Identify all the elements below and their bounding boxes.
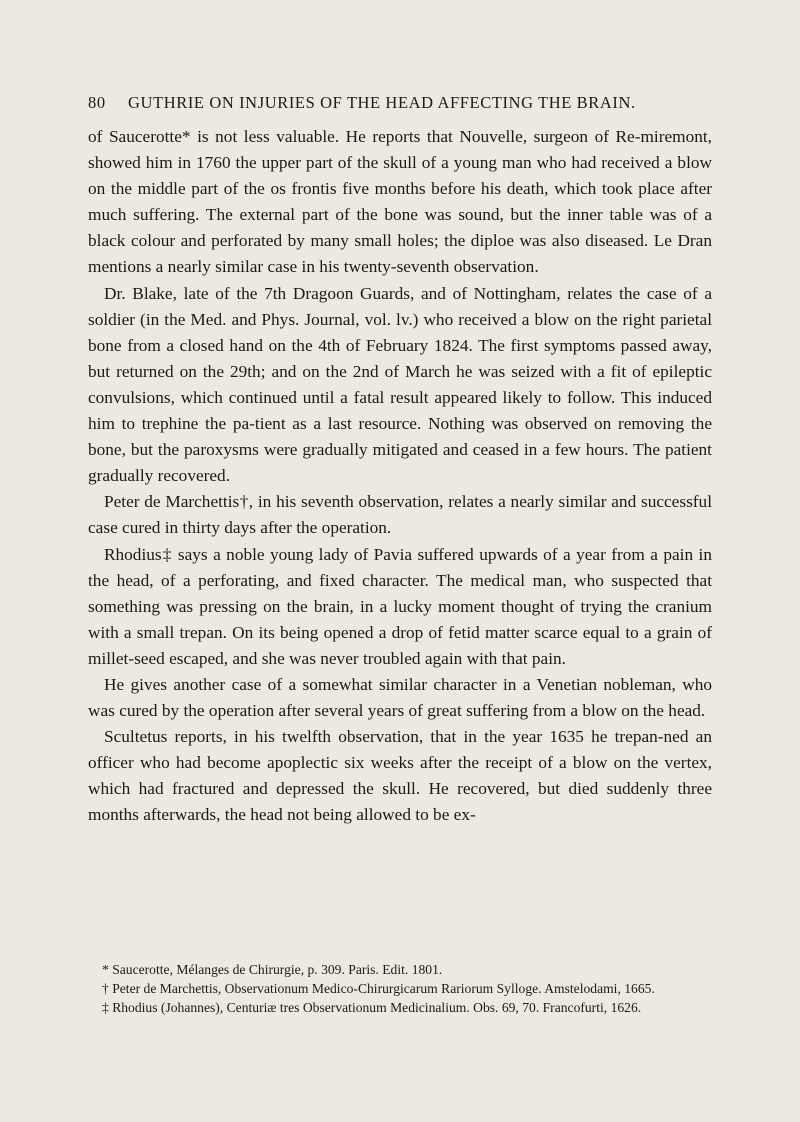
footnote: ‡ Rhodius (Johannes), Centuriæ tres Observationum Medicinalium. Obs. 69, 70. Francofurti, 1626. <box>102 1000 642 1015</box>
footnote: † Peter de Marchettis, Observationum Medico-Chirurgicarum Rariorum Sylloge. Amstelodami, 1665. <box>102 981 655 996</box>
paragraph-continued: of Saucerotte* is not less valuable. He reports that Nouvelle, surgeon of Re-miremont, showed him in 1760 the upper part of the skull of a young man who had received a blow on the middle part of the os frontis five months before his death, which took place after much suffering. The external part of the bone was sound, but the inner table was of a black colour and perforated by many small holes; the diploe was also diseased. Le Dran mentions a nearly similar case in his twenty-seventh observation. <box>88 127 712 277</box>
body-text <box>88 124 712 829</box>
paragraph: Peter de Marchettis†, in his seventh observation, relates a nearly similar and successful case cured in thirty days after the operation. <box>88 492 712 538</box>
running-header <box>88 93 708 113</box>
footnote: * Saucerotte, Mélanges de Chirurgie, p. 309. Paris. Edit. 1801. <box>102 962 443 977</box>
page-number: 80 <box>88 93 106 112</box>
running-title: GUTHRIE ON INJURIES OF THE HEAD AFFECTING THE BRAIN. <box>128 93 636 112</box>
paragraph: He gives another case of a somewhat similar character in a Venetian nobleman, who was cured by the operation after several years of great suffering from a blow on the head. <box>88 674 712 721</box>
paragraph: Dr. Blake, late of the 7th Dragoon Guards, and of Nottingham, relates the case of a soldier (in the Med. and Phys. Journal, vol. lv.) who received a blow on the right parietal bone from a closed hand on the 4th of February 1824. The first symptoms passed away, but returned on the 29th; and on the 2nd of March he was seized with a fit of epileptic convulsions, which continued until a fatal result appeared likely to follow. This induced him to trephine the pa-tient as a last resource. Nothing was observed on removing the bone, but the paroxysms were gradually mitigated and ceased in a few hours. The patient gradually recovered. <box>88 283 712 486</box>
paragraph: Rhodius‡ says a noble young lady of Pavia suffered upwards of a year from a pain in the head, of a perforating, and fixed character. The medical man, who suspected that something was pressing on the brain, in a lucky moment thought of trying the cranium with a small trepan. On its being opened a drop of fetid matter scarce equal to a grain of millet-seed escaped, and she was never troubled again with that pain. <box>88 544 712 668</box>
paragraph: Scultetus reports, in his twelfth observation, that in the year 1635 he trepan-ned an officer who had become apoplectic six weeks after the receipt of a blow on the vertex, which had fractured and depressed the skull. He recovered, but died suddenly three months afterwards, the head not being allowed to be ex- <box>88 727 712 825</box>
footnotes <box>88 960 712 1017</box>
